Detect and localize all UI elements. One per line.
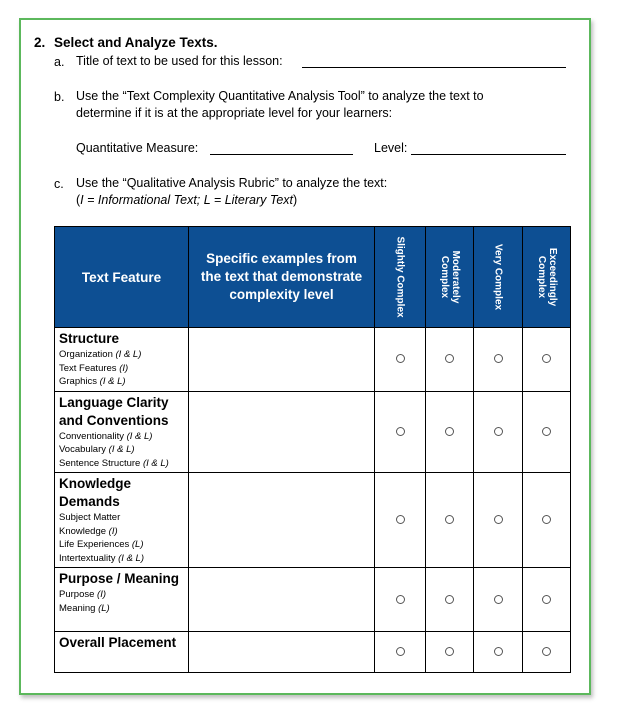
radio-very-complex[interactable] — [494, 354, 503, 363]
feature-subitem: Conventionality (I & L) — [59, 430, 153, 442]
radio-very-complex[interactable] — [494, 427, 503, 436]
radio-slightly-complex[interactable] — [396, 427, 405, 436]
header-slightly-complex-label: Slightly Complex — [394, 236, 406, 318]
rating-cell — [523, 391, 571, 473]
radio-very-complex[interactable] — [494, 595, 503, 604]
rating-cell — [474, 328, 523, 392]
item-b-line1: Use the “Text Complexity Quantitative Analysis Tool” to analyze the text to — [76, 89, 484, 103]
radio-exceedingly-complex[interactable] — [542, 354, 551, 363]
examples-cell[interactable] — [189, 391, 375, 473]
item-c-letter: c. — [54, 177, 64, 191]
feature-subitem: Vocabulary (I & L) — [59, 444, 135, 455]
feature-title: Knowledge Demands — [59, 476, 132, 509]
feature-title: Structure — [59, 331, 120, 346]
table-row-language-clarity — [55, 391, 571, 473]
feature-cell — [55, 473, 189, 568]
rating-cell — [375, 473, 426, 568]
header-moderately-label-2: Complex — [438, 255, 450, 299]
header-very-complex-label: Very Complex — [492, 243, 504, 311]
feature-subitem: Life Experiences (L) — [59, 539, 144, 550]
examples-cell[interactable] — [189, 328, 375, 392]
feature-subitem: Subject Matter — [59, 512, 121, 523]
level-label: Level: — [374, 141, 408, 155]
radio-moderately-complex[interactable] — [445, 515, 454, 524]
table-row-knowledge-demands — [55, 473, 571, 568]
rating-cell — [474, 632, 523, 673]
radio-slightly-complex[interactable] — [396, 595, 405, 604]
item-c-line2 — [76, 192, 297, 209]
radio-exceedingly-complex[interactable] — [542, 427, 551, 436]
radio-very-complex[interactable] — [494, 515, 503, 524]
feature-subitem: Knowledge (I) — [59, 525, 118, 537]
header-exceedingly-label-2: Complex — [535, 255, 547, 299]
header-specific-examples: Specific examples from the text that demonstrate complexity level — [189, 227, 375, 328]
radio-slightly-complex[interactable] — [396, 647, 405, 656]
feature-subitem: Sentence Structure (I & L) — [59, 457, 169, 469]
header-exceedingly-label-1: Exceedingly — [546, 247, 558, 307]
rating-cell — [426, 632, 474, 673]
section-title: Select and Analyze Texts. — [54, 35, 218, 50]
radio-very-complex[interactable] — [494, 647, 503, 656]
rating-cell — [523, 473, 571, 568]
quantitative-measure-label: Quantitative Measure: — [76, 141, 199, 155]
radio-moderately-complex[interactable] — [445, 354, 454, 363]
examples-cell[interactable] — [189, 568, 375, 632]
item-a-text: Title of text to be used for this lesson: — [76, 54, 283, 68]
examples-cell[interactable] — [189, 632, 375, 673]
header-very-complex — [474, 227, 523, 328]
rating-cell — [474, 473, 523, 568]
table-header-row — [55, 227, 571, 328]
table-row-structure — [55, 328, 571, 392]
title-input-line[interactable] — [302, 55, 566, 68]
radio-exceedingly-complex[interactable] — [542, 595, 551, 604]
rating-cell — [375, 568, 426, 632]
item-c-line1: Use the “Qualitative Analysis Rubric” to analyze the text: — [76, 176, 388, 190]
radio-slightly-complex[interactable] — [396, 515, 405, 524]
item-c-legend: I = Informational Text; L = Literary Text — [80, 193, 294, 207]
header-exceedingly-complex — [523, 227, 571, 328]
feature-cell — [55, 568, 189, 632]
feature-cell — [55, 328, 189, 392]
header-moderately-complex — [426, 227, 474, 328]
feature-subitem: Graphics (I & L) — [59, 376, 126, 387]
rating-cell — [523, 632, 571, 673]
feature-subitem: Meaning (L) — [59, 602, 110, 614]
rating-cell — [375, 391, 426, 473]
radio-slightly-complex[interactable] — [396, 354, 405, 363]
feature-title: Purpose / Meaning — [59, 571, 180, 586]
rating-cell — [523, 328, 571, 392]
section-heading — [34, 35, 218, 50]
feature-subitem: Intertextuality (I & L) — [59, 552, 145, 564]
rating-cell — [523, 568, 571, 632]
item-c-paren-close: ) — [293, 193, 298, 207]
radio-moderately-complex[interactable] — [445, 427, 454, 436]
header-moderately-label-1: Moderately — [449, 250, 461, 304]
rating-cell — [474, 568, 523, 632]
radio-moderately-complex[interactable] — [445, 595, 454, 604]
table-row-overall-placement — [55, 632, 571, 673]
feature-subitem: Text Features (I) — [59, 362, 129, 374]
rating-cell — [426, 328, 474, 392]
item-a-letter: a. — [54, 55, 65, 69]
feature-title: Language Clarity and Conventions — [59, 394, 169, 428]
feature-cell — [55, 632, 189, 673]
rating-cell — [426, 473, 474, 568]
item-a-line — [76, 53, 283, 70]
radio-moderately-complex[interactable] — [445, 647, 454, 656]
qualitative-rubric-table — [54, 226, 571, 673]
rating-cell — [426, 568, 474, 632]
quantitative-measure-input-line[interactable] — [210, 142, 353, 155]
item-b-line2: determine if it is at the appropriate level for your learners: — [76, 106, 393, 120]
rating-cell — [474, 391, 523, 473]
table-row-purpose-meaning — [55, 568, 571, 632]
item-b-letter: b. — [54, 90, 65, 104]
examples-cell[interactable] — [189, 473, 375, 568]
level-input-line[interactable] — [411, 142, 566, 155]
feature-subitem: Purpose (I) — [59, 589, 106, 600]
feature-cell — [55, 391, 189, 473]
feature-title: Overall Placement — [59, 635, 177, 650]
header-text-feature: Text Feature — [55, 227, 189, 328]
radio-exceedingly-complex[interactable] — [542, 647, 551, 656]
header-slightly-complex — [375, 227, 426, 328]
rating-cell — [426, 391, 474, 473]
item-c-paren-open: ( — [76, 193, 81, 207]
radio-exceedingly-complex[interactable] — [542, 515, 551, 524]
feature-subitem: Organization (I & L) — [59, 349, 142, 360]
rating-cell — [375, 632, 426, 673]
section-number: 2. — [34, 35, 46, 50]
rating-cell — [375, 328, 426, 392]
